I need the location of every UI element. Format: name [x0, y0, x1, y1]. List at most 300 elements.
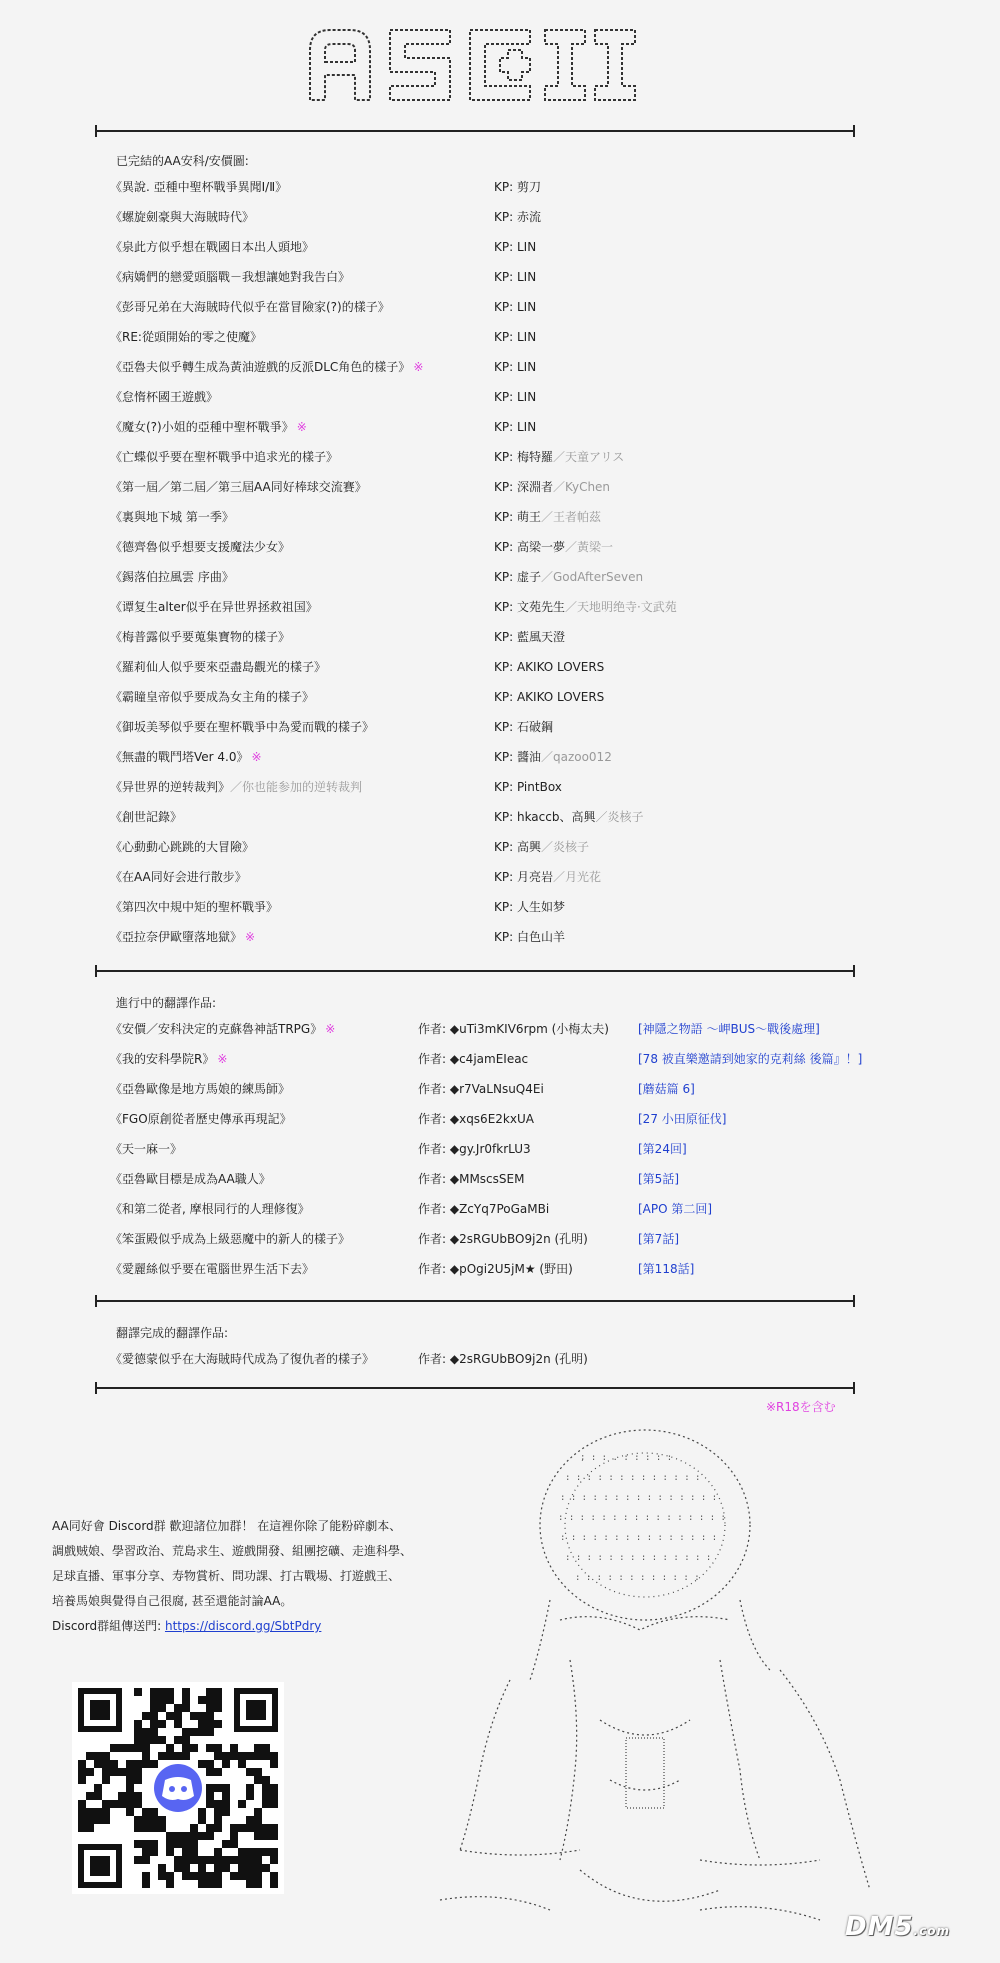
completed-title-text: 《創世記錄》 [110, 810, 183, 824]
kp-secondary: ／月光花 [552, 870, 601, 884]
qr-module [214, 1824, 222, 1832]
qr-module [262, 1752, 270, 1760]
kp-name: KP: LIN [494, 420, 537, 434]
qr-module [190, 1872, 198, 1880]
r18-mark: ※ [251, 750, 262, 764]
completed-title [110, 296, 390, 318]
kp-credit [494, 326, 536, 348]
qr-module [86, 1816, 94, 1824]
svg-text:: : : : : : : : : : : : :: : : : : : : : : : : : : : [565, 1473, 701, 1483]
kp-name: KP: LIN [494, 390, 537, 404]
qr-module [198, 1856, 206, 1864]
kp-credit [494, 236, 536, 258]
completed-title [110, 746, 262, 768]
discord-logo-icon [150, 1760, 206, 1816]
qr-module [198, 1760, 206, 1768]
completed-title-text: 《羅莉仙人似乎要來亞盡島觀光的樣子》 [110, 660, 327, 674]
discord-line: 培養馬娘與覺得自己很腐, 甚至還能討論AA。 [52, 1594, 293, 1608]
qr-module [246, 1824, 254, 1832]
qr-finder-bottom-left [78, 1844, 122, 1888]
qr-module [222, 1792, 230, 1800]
qr-module [238, 1800, 246, 1808]
completed-title [110, 866, 247, 888]
kp-credit [494, 566, 643, 588]
qr-module [254, 1856, 262, 1864]
latest-chapter-link[interactable]: [第118話] [638, 1262, 695, 1276]
qr-module [246, 1864, 254, 1872]
completed-title-text: 《彭哥兄弟在大海賊時代似乎在當冒險家(?)的樣子》 [110, 300, 390, 314]
qr-module [214, 1816, 222, 1824]
qr-module [198, 1864, 206, 1872]
kp-credit [494, 806, 644, 828]
kp-name: KP: 深淵者 [494, 480, 553, 494]
completed-title [110, 326, 262, 348]
kp-credit [494, 446, 624, 468]
qr-module [134, 1816, 142, 1824]
qr-module [174, 1720, 182, 1728]
kp-name: KP: 萌王 [494, 510, 541, 524]
ascii-art-graphic [400, 1420, 900, 1940]
ongoing-title [110, 1138, 182, 1160]
qr-module [174, 1864, 182, 1872]
qr-module [110, 1744, 118, 1752]
kp-credit [494, 386, 536, 408]
qr-module [206, 1688, 214, 1696]
qr-module [198, 1720, 206, 1728]
qr-module [270, 1800, 278, 1808]
r18-note: ※R18を含む [766, 1400, 836, 1414]
qr-module [150, 1728, 158, 1736]
qr-module [182, 1736, 190, 1744]
latest-chapter-link[interactable]: [第5話] [638, 1172, 679, 1186]
ongoing-title-text: 《笨蛋殿似乎成為上級惡魔中的新人的樣子》 [110, 1232, 351, 1246]
qr-module [142, 1848, 150, 1856]
qr-module [230, 1752, 238, 1760]
completed-title-text: 《在AA同好会进行散步》 [110, 870, 247, 884]
qr-module [190, 1728, 198, 1736]
completed-title [110, 386, 218, 408]
qr-module [214, 1720, 222, 1728]
latest-chapter-link[interactable]: [78 被直樂邀請到她家的克莉絲 後篇』！] [638, 1052, 863, 1066]
qr-module [126, 1744, 134, 1752]
kp-credit [494, 596, 677, 618]
qr-module [190, 1856, 198, 1864]
kp-credit [494, 866, 601, 888]
qr-module [142, 1736, 150, 1744]
qr-module [182, 1832, 190, 1840]
author-credit: 作者: ◆ZcYq7PoGaMBi [418, 1202, 550, 1216]
completed-title [110, 356, 423, 378]
qr-module [206, 1704, 214, 1712]
completed-title [110, 596, 318, 618]
kp-name: KP: 高興 [494, 840, 541, 854]
completed-title-text: 《亞拉奈伊歐墮落地獄》 [110, 930, 243, 944]
completed-title-text: 《心動動心跳跳的大冒險》 [110, 840, 255, 854]
qr-module [246, 1872, 254, 1880]
ongoing-title [110, 1198, 310, 1220]
completed-title-text: 《亞魯夫似乎轉生成為黃油遊戲的反派DLC角色的樣子》 [110, 360, 411, 374]
qr-module [78, 1760, 86, 1768]
qr-module [262, 1832, 270, 1840]
finished-title: 《愛德蒙似乎在大海賊時代成為了復仇者的樣子》 [110, 1352, 375, 1366]
completed-title [110, 686, 314, 708]
qr-module [142, 1752, 150, 1760]
ongoing-title-text: 《FGO原創從者歷史傳承再現記》 [110, 1112, 292, 1126]
kp-secondary: ／qazoo012 [540, 750, 612, 764]
ascii-logo-graphic [300, 20, 640, 110]
completed-title-text: 《御坂美琴似乎要在聖杯戰爭中為愛而戰的樣子》 [110, 720, 375, 734]
ongoing-title [110, 1078, 290, 1100]
completed-title [110, 536, 290, 558]
qr-module [150, 1720, 158, 1728]
latest-chapter-link[interactable]: [蘑菇篇 6] [638, 1082, 695, 1096]
qr-module [254, 1824, 262, 1832]
qr-module [206, 1800, 214, 1808]
completed-title [110, 836, 254, 858]
qr-module [254, 1752, 262, 1760]
qr-module [78, 1808, 86, 1816]
completed-title-text: 《第四次中規中矩的聖杯戰爭》 [110, 900, 279, 914]
qr-module [270, 1792, 278, 1800]
kp-name: KP: LIN [494, 330, 537, 344]
ongoing-title-text: 《安價／安科決定的克蘇魯神話TRPG》 [110, 1022, 323, 1036]
completed-title [110, 206, 254, 228]
qr-module [118, 1744, 126, 1752]
kp-secondary: ／炎核子 [595, 810, 644, 824]
completed-title [110, 716, 374, 738]
qr-module [78, 1776, 86, 1784]
qr-module [206, 1712, 214, 1720]
ongoing-title-text: 《我的安科學院R》 [110, 1052, 215, 1066]
divider-finished [95, 1387, 855, 1389]
qr-module [222, 1856, 230, 1864]
qr-module [142, 1880, 150, 1888]
kp-name: KP: 藍風天澄 [494, 630, 565, 644]
qr-module [126, 1808, 134, 1816]
qr-module [142, 1816, 150, 1824]
qr-module [214, 1848, 222, 1856]
kp-name: KP: 梅特羅 [494, 450, 553, 464]
qr-module [214, 1688, 222, 1696]
qr-module [254, 1864, 262, 1872]
qr-module [262, 1800, 270, 1808]
qr-module [118, 1792, 126, 1800]
qr-module [214, 1704, 222, 1712]
qr-module [206, 1728, 214, 1736]
kp-secondary: ／天童アリス [552, 450, 625, 464]
qr-module [246, 1784, 254, 1792]
qr-module [94, 1816, 102, 1824]
qr-module [182, 1848, 190, 1856]
kp-credit [494, 266, 536, 288]
ongoing-title-text: 《亞魯歐目標是成為AA職人》 [110, 1172, 271, 1186]
qr-module [182, 1752, 190, 1760]
kp-name: KP: 白色山羊 [494, 930, 565, 944]
qr-module [174, 1704, 182, 1712]
divider-completed [95, 970, 855, 972]
completed-title-text: 《泉此方似乎想在戰國日本出人頭地》 [110, 240, 315, 254]
qr-module [102, 1768, 110, 1776]
qr-module [94, 1808, 102, 1816]
completed-label: 已完結的AA安科/安價圖: [116, 154, 249, 168]
qr-module [214, 1768, 222, 1776]
latest-chapter-link[interactable]: [第24回] [638, 1142, 687, 1156]
qr-module [190, 1832, 198, 1840]
qr-module [78, 1800, 86, 1808]
ongoing-title-text: 《亞魯歐像是地方馬娘的練馬師》 [110, 1082, 291, 1096]
qr-module [246, 1816, 254, 1824]
kp-name: KP: AKIKO LOVERS [494, 690, 605, 704]
qr-module [158, 1736, 166, 1744]
qr-module [254, 1808, 262, 1816]
completed-title [110, 176, 287, 198]
qr-module [206, 1744, 214, 1752]
qr-module [166, 1832, 174, 1840]
qr-module [270, 1760, 278, 1768]
qr-module [190, 1848, 198, 1856]
watermark-main: DM5 [845, 1912, 914, 1942]
qr-module [206, 1784, 214, 1792]
qr-module [174, 1856, 182, 1864]
qr-module [126, 1760, 134, 1768]
qr-module [166, 1872, 174, 1880]
qr-module [214, 1752, 222, 1760]
qr-module [198, 1880, 206, 1888]
qr-module [110, 1800, 118, 1808]
qr-module [134, 1824, 142, 1832]
kp-name: KP: 赤流 [494, 210, 541, 224]
qr-module [134, 1840, 142, 1848]
qr-module [102, 1808, 110, 1816]
kp-credit [494, 416, 536, 438]
kp-secondary: ／炎核子 [540, 840, 589, 854]
latest-chapter-link[interactable]: [APO 第二回] [638, 1202, 713, 1216]
kp-credit [494, 686, 604, 708]
qr-module [142, 1856, 150, 1864]
qr-module [182, 1840, 190, 1848]
qr-module [246, 1856, 254, 1864]
qr-module [270, 1848, 278, 1856]
qr-module [150, 1736, 158, 1744]
qr-module [142, 1728, 150, 1736]
kp-name: KP: 月亮岩 [494, 870, 553, 884]
qr-module [134, 1856, 142, 1864]
r18-mark: ※ [245, 930, 256, 944]
qr-module [246, 1792, 254, 1800]
qr-module [166, 1840, 174, 1848]
completed-subtitle: ／你也能参加的逆转裁判 [230, 780, 363, 794]
qr-module [134, 1720, 142, 1728]
qr-module [102, 1752, 110, 1760]
qr-module [182, 1704, 190, 1712]
completed-title [110, 926, 255, 948]
qr-module [214, 1800, 222, 1808]
qr-module [134, 1760, 142, 1768]
qr-module [166, 1752, 174, 1760]
kp-credit [494, 896, 565, 918]
qr-module [142, 1744, 150, 1752]
qr-module [262, 1824, 270, 1832]
qr-module [134, 1744, 142, 1752]
discord-link-label: Discord群組傳送門: [52, 1619, 165, 1633]
qr-module [246, 1768, 254, 1776]
qr-module [214, 1880, 222, 1888]
kp-name: KP: 文苑先生 [494, 600, 565, 614]
qr-module [190, 1744, 198, 1752]
qr-module [254, 1872, 262, 1880]
completed-title-text: 《病嬌們的戀愛頭腦戰－我想讓她對我告白》 [110, 270, 351, 284]
qr-module [166, 1848, 174, 1856]
qr-module [86, 1808, 94, 1816]
qr-module [262, 1792, 270, 1800]
completed-title [110, 446, 338, 468]
qr-module [158, 1824, 166, 1832]
qr-module [270, 1856, 278, 1864]
qr-module [150, 1688, 158, 1696]
qr-module [214, 1784, 222, 1792]
latest-chapter-link[interactable]: [第7話] [638, 1232, 679, 1246]
qr-module [246, 1848, 254, 1856]
qr-module [166, 1712, 174, 1720]
kp-credit [494, 926, 565, 948]
qr-module [174, 1736, 182, 1744]
svg-text:: : : : : : : : : : : :: : : : : : : : : : : : : [575, 1573, 700, 1583]
qr-module [134, 1728, 142, 1736]
completed-title-text: 《魔女(?)小姐的亞種中聖杯戰爭》 [110, 420, 294, 434]
kp-name: KP: LIN [494, 300, 537, 314]
kp-secondary: ／王者帕茲 [540, 510, 601, 524]
completed-title [110, 806, 182, 828]
qr-module [118, 1800, 126, 1808]
svg-text:: : : : : : : : : : : : : : :: : : : : : : : : : : : : : : : [560, 1493, 718, 1503]
completed-title-text: 《梅普露似乎要蒐集寶物的樣子》 [110, 630, 291, 644]
qr-module [142, 1840, 150, 1848]
latest-chapter-link[interactable]: [神隱之物語 ～岬BUS～戰後處理] [638, 1022, 820, 1036]
qr-module [206, 1760, 214, 1768]
qr-module [158, 1864, 166, 1872]
completed-title-text: 《怠惰杯國王遊戲》 [110, 390, 219, 404]
qr-module [206, 1880, 214, 1888]
kp-secondary: ／黃梁一 [564, 540, 613, 554]
ongoing-title-text: 《天一麻一》 [110, 1142, 183, 1156]
qr-module [166, 1880, 174, 1888]
completed-title [110, 656, 326, 678]
svg-text:; : : . : : : : :: ; : : . : : : : : [580, 1453, 673, 1463]
kp-name: KP: 高梁一夢 [494, 540, 565, 554]
qr-module [142, 1808, 150, 1816]
qr-module [86, 1792, 94, 1800]
latest-chapter-link[interactable]: [27 小田原征伐] [638, 1112, 727, 1126]
discord-qr-code [72, 1682, 284, 1894]
completed-title-text: 《異說. 亞種中聖杯戰爭異聞Ⅰ/Ⅱ》 [110, 180, 288, 194]
qr-module [94, 1752, 102, 1760]
qr-module [206, 1696, 214, 1704]
kp-credit [494, 206, 541, 228]
qr-finder-top-left [78, 1688, 122, 1732]
qr-module [158, 1688, 166, 1696]
qr-module [270, 1872, 278, 1880]
qr-module [254, 1816, 262, 1824]
qr-module [206, 1872, 214, 1880]
qr-module [206, 1792, 214, 1800]
kp-credit [494, 716, 553, 738]
completed-title-text: 《錫落伯拉風雲 序曲》 [110, 570, 234, 584]
qr-module [134, 1768, 142, 1776]
completed-title-text: 《無盡的戰鬥塔Ver 4.0》 [110, 750, 249, 764]
qr-module [214, 1872, 222, 1880]
qr-module [198, 1728, 206, 1736]
qr-module [214, 1744, 222, 1752]
kp-name: KP: AKIKO LOVERS [494, 660, 605, 674]
qr-module [198, 1872, 206, 1880]
qr-module [222, 1784, 230, 1792]
qr-module [102, 1776, 110, 1784]
ongoing-label: 進行中的翻譯作品: [116, 996, 217, 1010]
qr-module [78, 1816, 86, 1824]
qr-module [102, 1800, 110, 1808]
qr-module [238, 1872, 246, 1880]
qr-module [198, 1816, 206, 1824]
qr-module [262, 1784, 270, 1792]
ongoing-title [110, 1108, 292, 1130]
qr-module [262, 1776, 270, 1784]
ongoing-title-text: 《和第二從者, 摩根同行的人理修復》 [110, 1202, 310, 1216]
kp-name: KP: 虚子 [494, 570, 541, 584]
qr-module [126, 1784, 134, 1792]
qr-module [126, 1776, 134, 1784]
completed-title-text: 《德齊魯似乎想要支援魔法少女》 [110, 540, 291, 554]
qr-module [190, 1824, 198, 1832]
qr-module [254, 1848, 262, 1856]
kp-credit [494, 836, 589, 858]
qr-module [190, 1712, 198, 1720]
qr-module [254, 1880, 262, 1888]
qr-module [142, 1824, 150, 1832]
completed-title-text: 《霸瞳皇帝似乎要成為女主角的樣子》 [110, 690, 315, 704]
kp-credit [494, 776, 562, 798]
kp-name: KP: 醬油 [494, 750, 541, 764]
qr-module [182, 1696, 190, 1704]
ongoing-title [110, 1258, 314, 1280]
qr-module [150, 1712, 158, 1720]
qr-module [222, 1800, 230, 1808]
qr-module [198, 1712, 206, 1720]
completed-title [110, 476, 367, 498]
qr-module [230, 1872, 238, 1880]
qr-module [262, 1864, 270, 1872]
completed-title-text: 《谭复生alter似乎在异世界拯救祖国》 [110, 600, 318, 614]
qr-module [214, 1864, 222, 1872]
qr-module [182, 1872, 190, 1880]
discord-invite-link[interactable]: https://discord.gg/SbtPdry [164, 1619, 322, 1633]
qr-module [102, 1816, 110, 1824]
qr-module [214, 1696, 222, 1704]
kp-name: KP: PintBox [494, 780, 562, 794]
author-credit: 作者: ◆MMscsSEM [418, 1172, 525, 1186]
qr-module [94, 1760, 102, 1768]
completed-title [110, 896, 278, 918]
author-credit: 作者: ◆pOgi2U5jM★ (野田) [418, 1262, 573, 1276]
qr-module [254, 1776, 262, 1784]
qr-module [118, 1768, 126, 1776]
qr-module [126, 1800, 134, 1808]
qr-module [270, 1784, 278, 1792]
qr-module [158, 1816, 166, 1824]
qr-module [126, 1768, 134, 1776]
qr-module [238, 1856, 246, 1864]
qr-module [182, 1728, 190, 1736]
divider-ongoing [95, 1300, 855, 1302]
